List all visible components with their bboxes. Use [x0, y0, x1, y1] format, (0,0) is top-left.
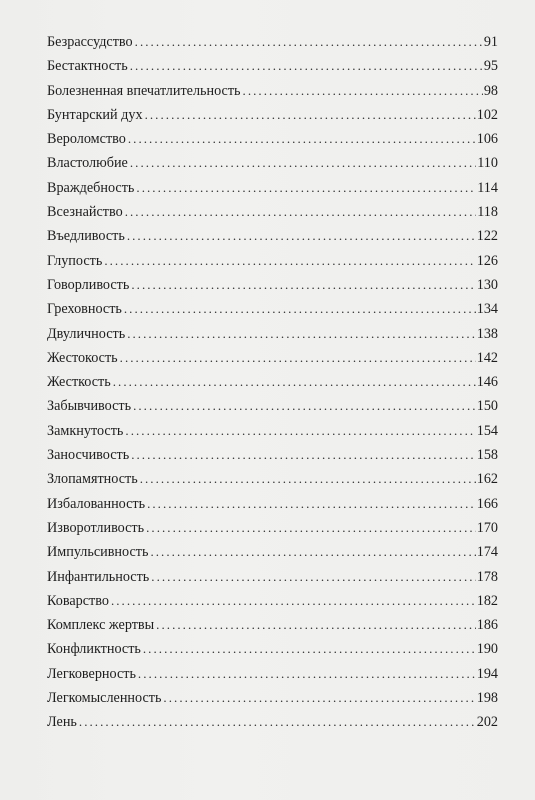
toc-entry [47, 151, 498, 175]
dot-leader [138, 662, 476, 686]
toc-entry-title: Комплекс жертвы [47, 617, 155, 634]
toc-entry-title: Глупость [47, 252, 103, 269]
toc-entry-title: Бестактность [47, 58, 128, 75]
toc-entry-page-number: 194 [476, 665, 498, 682]
toc-entry-page-number: 202 [476, 714, 498, 731]
toc-entry-page-number: 166 [476, 495, 498, 512]
toc-entry-title: Говорливость [47, 276, 130, 293]
toc-entry-title: Греховность [47, 301, 122, 318]
table-of-contents [47, 30, 498, 735]
toc-entry-page-number: 130 [476, 276, 498, 293]
toc-entry [47, 370, 498, 394]
toc-entry [47, 540, 498, 564]
dot-leader [79, 710, 476, 734]
toc-entry [47, 322, 498, 346]
toc-entry [47, 273, 498, 297]
toc-entry-title: Избалованность [47, 495, 146, 512]
toc-entry [47, 103, 498, 127]
toc-entry-title: Бунтарский дух [47, 106, 143, 123]
toc-entry [47, 637, 498, 661]
dot-leader [151, 565, 475, 589]
toc-entry-title: Въедливость [47, 228, 125, 245]
toc-entry-page-number: 158 [476, 447, 498, 464]
dot-leader [243, 79, 483, 103]
dot-leader [124, 297, 476, 321]
toc-entry [47, 516, 498, 540]
dot-leader [130, 151, 476, 175]
toc-entry [47, 297, 498, 321]
toc-entry-title: Лень [47, 714, 77, 731]
toc-entry-title: Заносчивость [47, 447, 130, 464]
dot-leader [125, 200, 477, 224]
toc-entry-page-number: 134 [476, 301, 498, 318]
toc-entry-title: Жестокость [47, 349, 118, 366]
toc-entry-page-number: 118 [477, 204, 498, 221]
toc-entry-title: Конфликтность [47, 641, 141, 658]
dot-leader [111, 589, 476, 613]
toc-entry-page-number: 110 [477, 155, 498, 172]
dot-leader [128, 127, 476, 151]
toc-entry [47, 467, 498, 491]
toc-entry-page-number: 106 [476, 131, 498, 148]
toc-entry [47, 30, 498, 54]
toc-entry-page-number: 174 [476, 544, 498, 561]
toc-entry-title: Злопамятность [47, 471, 138, 488]
toc-entry-page-number: 98 [483, 82, 498, 99]
toc-entry-page-number: 162 [476, 471, 498, 488]
dot-leader [156, 613, 476, 637]
toc-entry-title: Забывчивость [47, 398, 132, 415]
toc-entry [47, 200, 498, 224]
toc-entry-page-number: 150 [476, 398, 498, 415]
toc-entry-page-number: 126 [476, 252, 498, 269]
toc-entry-title: Вероломство [47, 131, 126, 148]
toc-entry-title: Импульсивность [47, 544, 149, 561]
toc-entry-page-number: 102 [476, 106, 498, 123]
toc-entry [47, 710, 498, 734]
toc-entry [47, 127, 498, 151]
dot-leader [145, 103, 476, 127]
dot-leader [163, 686, 475, 710]
toc-entry-title: Коварство [47, 592, 109, 609]
toc-entry-title: Властолюбие [47, 155, 128, 172]
dot-leader [136, 176, 476, 200]
dot-leader [140, 467, 476, 491]
toc-entry-title: Двуличность [47, 325, 126, 342]
toc-entry [47, 394, 498, 418]
toc-entry-title: Изворотливость [47, 519, 145, 536]
toc-entry-page-number: 114 [477, 179, 498, 196]
toc-entry [47, 613, 498, 637]
toc-entry [47, 589, 498, 613]
dot-leader [143, 637, 476, 661]
toc-entry-page-number: 146 [476, 374, 498, 391]
dot-leader [120, 346, 476, 370]
toc-entry-page-number: 186 [476, 617, 498, 634]
toc-entry-title: Инфантильность [47, 568, 150, 585]
toc-entry-page-number: 138 [476, 325, 498, 342]
toc-entry [47, 686, 498, 710]
toc-entry [47, 224, 498, 248]
toc-entry-title: Легковерность [47, 665, 136, 682]
toc-entry-page-number: 154 [476, 422, 498, 439]
toc-entry [47, 662, 498, 686]
dot-leader [125, 419, 475, 443]
toc-entry [47, 346, 498, 370]
toc-entry [47, 249, 498, 273]
toc-entry-page-number: 190 [476, 641, 498, 658]
dot-leader [130, 54, 483, 78]
toc-entry-title: Легкомысленность [47, 690, 162, 707]
dot-leader [127, 224, 476, 248]
dot-leader [135, 30, 483, 54]
dot-leader [104, 249, 475, 273]
dot-leader [150, 540, 475, 564]
dot-leader [131, 273, 475, 297]
toc-entry-page-number: 198 [476, 690, 498, 707]
toc-entry [47, 176, 498, 200]
toc-entry-page-number: 95 [483, 58, 498, 75]
toc-entry-page-number: 178 [476, 568, 498, 585]
dot-leader [146, 516, 476, 540]
toc-entry-title: Враждебность [47, 179, 135, 196]
dot-leader [133, 394, 476, 418]
toc-entry-title: Болезненная впечатлительность [47, 82, 241, 99]
toc-entry-page-number: 170 [476, 519, 498, 536]
toc-entry-title: Безрассудство [47, 34, 133, 50]
toc-entry-page-number: 122 [476, 228, 498, 245]
toc-entry [47, 443, 498, 467]
toc-entry-page-number: 182 [476, 592, 498, 609]
toc-entry [47, 54, 498, 78]
dot-leader [113, 370, 476, 394]
toc-entry [47, 565, 498, 589]
toc-entry-title: Всезнайство [47, 204, 123, 221]
toc-entry-page-number: 142 [476, 349, 498, 366]
dot-leader [127, 322, 476, 346]
toc-entry [47, 492, 498, 516]
dot-leader [131, 443, 476, 467]
toc-entry-title: Жесткость [47, 374, 111, 391]
toc-entry-page-number: 91 [483, 34, 498, 50]
toc-entry [47, 419, 498, 443]
toc-entry-title: Замкнутость [47, 422, 124, 439]
dot-leader [147, 492, 476, 516]
toc-entry [47, 79, 498, 103]
